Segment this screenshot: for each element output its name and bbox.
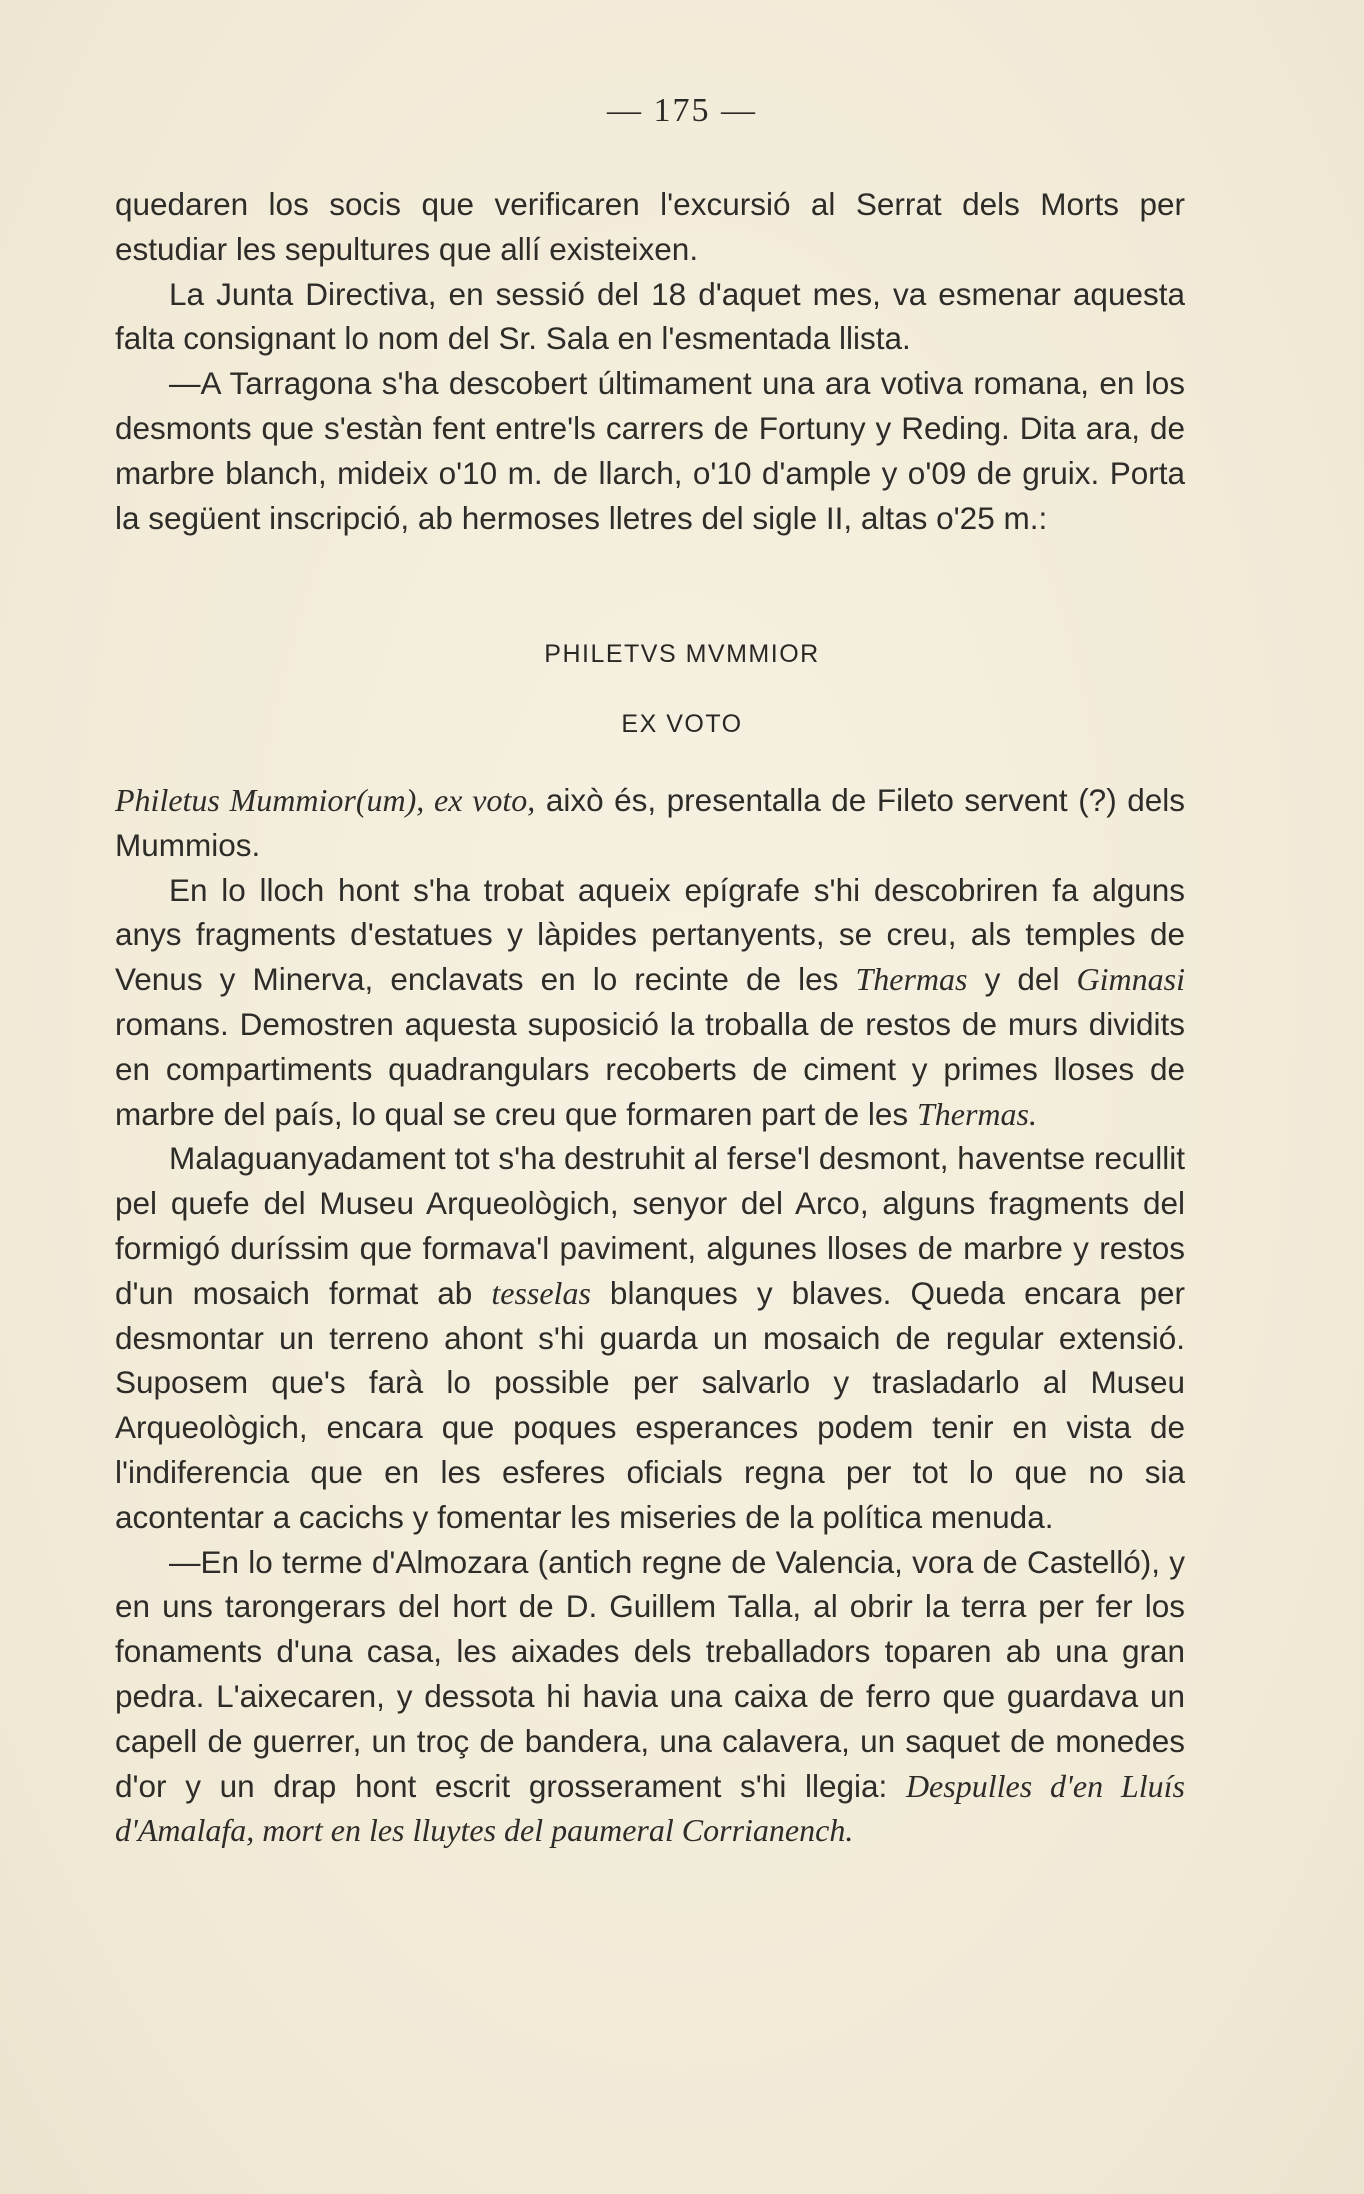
text-run: y del (967, 961, 1077, 998)
italic-word: tesselas (491, 1274, 591, 1311)
inscription-line-2: EX VOTO (621, 710, 743, 738)
paragraph-junta-directiva: La Junta Directiva, en sessió del 18 d'aquet mes, va esmenar aquesta falta consignant lo nom del Sr. Sala en l'esmentada llista. (115, 275, 1185, 357)
text-run: En lo lloch hont s'ha trobat aqueix epígrafe s'hi descobriren fa alguns anys fragments d'estatues y làpides pertanyents, se creu, als temples de Venus y Minerva, enclavats en lo recinte de les (115, 871, 1185, 998)
text-run: blanques y blaves. Queda encara per desmontar un terreno ahont s'hi guarda un mosaich de regular extensió. Suposem que's farà lo possible per salvarlo y trasladarlo al Museu Arqueològich, encara que poques esperances podem tenir en vista de l'indiferencia que en les esferes oficials regna per tot lo que no sia acontentar a cacichs y fomentar les miseries de la política menuda. (115, 1274, 1185, 1535)
paragraph-translation (115, 778, 1185, 868)
text-run: això és, presentalla de Fileto servent (?) dels Mummios. (115, 782, 1185, 863)
text-run: Malaguanyadament tot s'ha destruhit al ferse'l desmont, haventse recullit pel quefe del Museu Arqueològich, senyor del Arco, alguns fragments del formigó duríssim que formava'l paviment, algunes lloses de marbre y restos d'un mosaich format ab (115, 1140, 1185, 1311)
italic-word: Thermas (855, 961, 968, 998)
text-block-top (115, 182, 1185, 540)
italic-word: Gimnasi (1076, 961, 1185, 998)
italic-phrase: Despulles d'en Lluís d'Amalafa, mort en les lluytes del paumeral Corrianench. (115, 1767, 1186, 1849)
paragraph-continuation: quedaren los socis que verificaren l'excursió al Serrat dels Morts per estudiar les sepultures que allí existeixen. (115, 186, 1185, 267)
inscription-line-1: PHILETVS MVMMIOR (544, 640, 820, 668)
page-number: — 175 — (607, 92, 757, 129)
text-block-bottom (115, 778, 1185, 1853)
italic-phrase: Philetus Mummior(um), ex voto, (115, 782, 536, 818)
italic-word: Thermas. (916, 1095, 1037, 1132)
text-run: romans. Demostren aquesta suposició la troballa de restos de murs dividits en compartiments quadrangulars recoberts de ciment y primes lloses de marbre del país, lo qual se creu que formaren part de les (115, 1005, 1185, 1132)
paragraph-almozara (115, 1540, 1185, 1854)
paragraph-tarragona: —A Tarragona s'ha descobert últimament una ara votiva romana, en los desmonts que s'estàn fent entre'ls carrers de Fortuny y Reding. Dita ara, de marbre blanch, mideix o'10 m. de llarch, o'10 d'ample y o'09 de gruix. Porta la següent inscripció, ab hermoses lletres del sigle II, altas o'25 m.: (115, 365, 1185, 536)
text-run: —En lo terme d'Almozara (antich regne de Valencia, vora de Castelló), y en uns tarongerars del hort de D. Guillem Talla, al obrir la terra per fer los fonaments d'una casa, les aixades dels treballadors toparen ab una gran pedra. L'aixecaren, y dessota hi havia una caixa de ferro que guardava un capell de guerrer, un troç de bandera, una calavera, un saquet de monedes d'or y un drap hont escrit grosserament s'hi llegia: (115, 1543, 1185, 1804)
paragraph-malaguanyadament (115, 1136, 1185, 1539)
paragraph-epigrafe (115, 868, 1185, 1137)
